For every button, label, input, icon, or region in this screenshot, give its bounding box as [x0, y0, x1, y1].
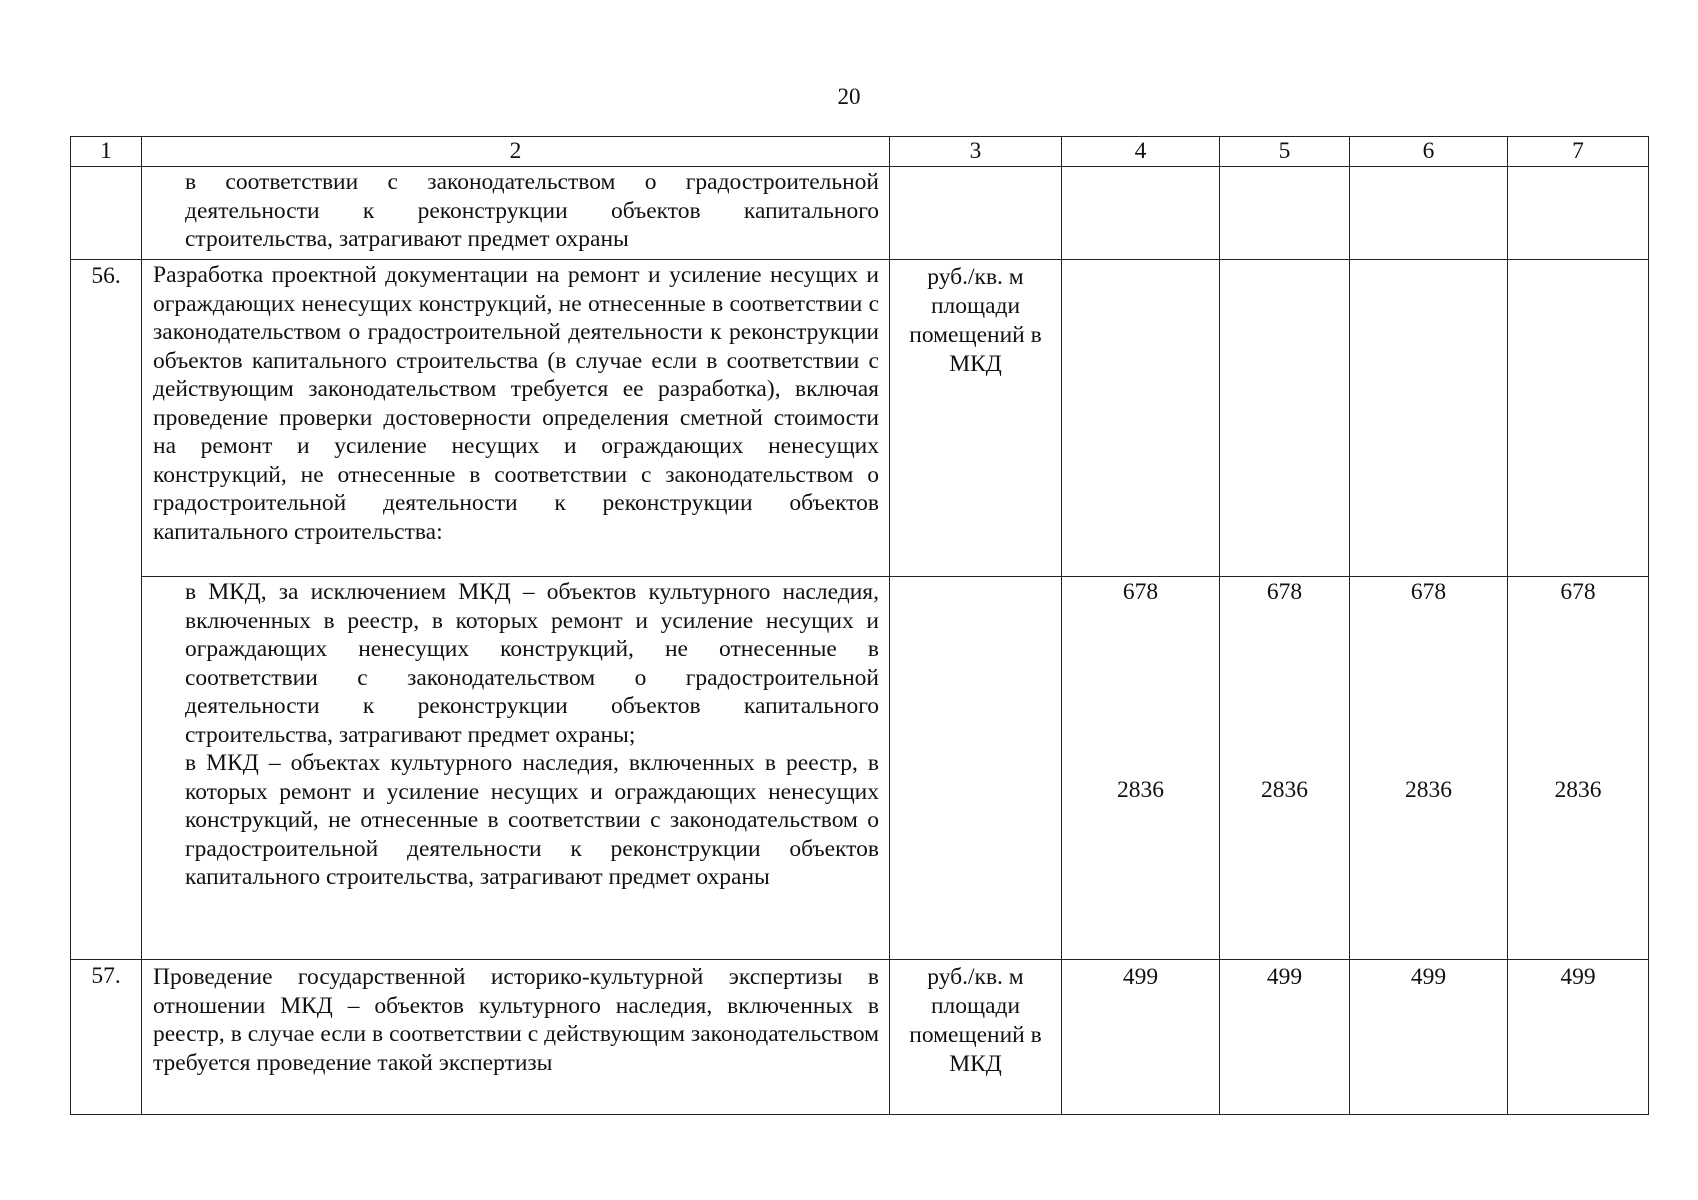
table-row-57 — [71, 960, 1649, 1115]
table-row-56-subitems — [71, 577, 1649, 960]
value-a: 678 — [1122, 579, 1159, 605]
column-header: 1 — [71, 137, 142, 167]
subitem-b-text: в МКД – объектах культурного наследия, включенных в реестр, в которых ремонт и усиление несущих и ограждающих ненесущих конструкций, не отнесенные в соответствии с законодательством о градостроительной деятельности к реконструкции объектов капитального строительства, затрагивают предмет охраны — [185, 750, 879, 890]
unit-cell — [890, 167, 1062, 260]
column-header: 2 — [142, 137, 890, 167]
tariff-table — [70, 136, 1649, 1115]
value-cell: 499 — [1508, 960, 1649, 1115]
value-b: 2836 — [1405, 776, 1452, 803]
value-cell — [1062, 260, 1220, 577]
value-a: 678 — [1410, 579, 1447, 605]
value-b: 2836 — [1117, 776, 1164, 803]
value-cell: 499 — [1220, 960, 1350, 1115]
row-56-description: Разработка проектной документации на ремонт и усиление несущих и ограждающих ненесущих конструкций, не отнесенные в соответствии с законодательством о градостроительной деятельности к реконструкции объектов капитального строительства (в случае если в соответствии с действующим законодательством требуется ее разработка), включая проведение проверки достоверности определения сметной стоимости на ремонт и усиление несущих и ограждающих ненесущих конструкций, не отнесенные в соответствии с законодательством о градостроительной деятельности к реконструкции объектов капитального строительства: — [142, 260, 890, 577]
value-cell: 499 — [1350, 960, 1508, 1115]
column-header: 6 — [1350, 137, 1508, 167]
continuation-description: в соответствии с законодательством о градостроительной деятельности к реконструкции объектов капитального строительства, затрагивают предмет охраны — [142, 167, 890, 260]
value-a: 678 — [1266, 579, 1303, 605]
table-header-row — [71, 137, 1649, 167]
column-header: 3 — [890, 137, 1062, 167]
value-cell — [1508, 167, 1649, 260]
value-a: 678 — [1560, 579, 1596, 605]
value-cell — [1350, 577, 1508, 960]
value-cell — [1350, 260, 1508, 577]
subitem-a-text: в МКД, за исключением МКД – объектов культурного наследия, включенных в реестр, в которых ремонт и усиление несущих и ограждающих ненесущих конструкций, не отнесенные в соответствии с законодательством о градостроительной деятельности к реконструкции объектов капитального строительства, затрагивают предмет охраны; — [185, 579, 879, 748]
value-cell — [1508, 577, 1649, 960]
row-number: 56. — [71, 260, 142, 960]
value-cell — [1220, 167, 1350, 260]
value-b: 2836 — [1261, 776, 1308, 803]
value-cell — [1062, 167, 1220, 260]
value-cell — [1508, 260, 1649, 577]
value-b: 2836 — [1554, 776, 1602, 803]
value-cell — [1220, 260, 1350, 577]
row-number-cell — [71, 167, 142, 260]
row-56-unit: руб./кв. м площади помещений в МКД — [890, 260, 1062, 577]
value-cell — [1350, 167, 1508, 260]
value-cell — [1062, 577, 1220, 960]
row-56-subitems — [142, 577, 890, 960]
column-header: 5 — [1220, 137, 1350, 167]
row-57-unit: руб./кв. м площади помещений в МКД — [890, 960, 1062, 1115]
column-header: 4 — [1062, 137, 1220, 167]
page-number: 20 — [837, 84, 861, 109]
value-cell: 499 — [1062, 960, 1220, 1115]
column-header: 7 — [1508, 137, 1649, 167]
value-cell — [1220, 577, 1350, 960]
unit-cell — [890, 577, 1062, 960]
row-number: 57. — [71, 960, 142, 1115]
row-57-description: Проведение государственной историко-культурной экспертизы в отношении МКД – объектов культурного наследия, включенных в реестр, в случае если в соответствии с действующим законодательством требуется проведение такой экспертизы — [142, 960, 890, 1115]
table-row-continuation — [71, 167, 1649, 260]
table-row-56 — [71, 260, 1649, 577]
